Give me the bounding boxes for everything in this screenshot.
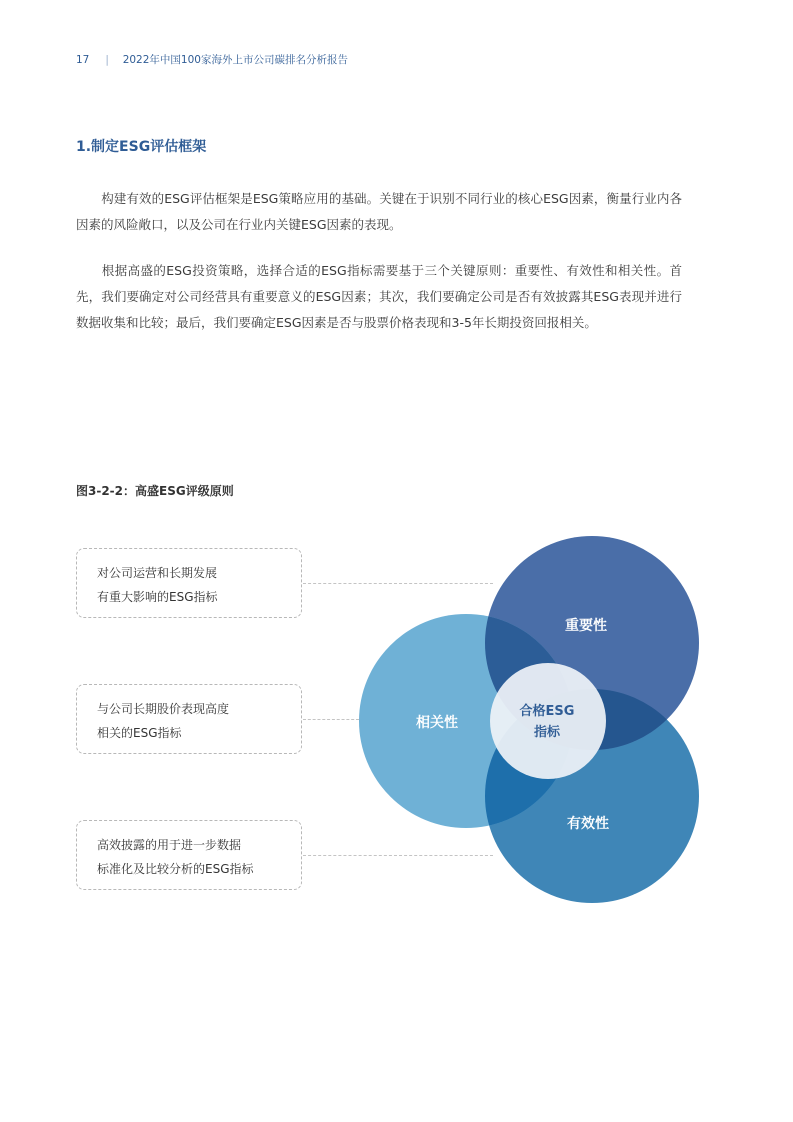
box-text-line: 标准化及比较分析的ESG指标 <box>97 862 254 876</box>
label-effectiveness: 有效性 <box>567 816 609 832</box>
principle-box-effectiveness <box>76 820 302 890</box>
principle-box-importance <box>76 548 302 618</box>
label-importance: 重要性 <box>565 618 607 634</box>
principle-box-relevance <box>76 684 302 754</box>
section-title: 1.制定ESG评估框架 <box>76 139 207 155</box>
header-separator: | <box>105 54 109 66</box>
report-title: 2022年中国100家海外上市公司碳排名分析报告 <box>122 54 348 66</box>
label-relevance: 相关性 <box>416 715 458 731</box>
paragraph-2: 根据高盛的ESG投资策略，选择合适的ESG指标需要基于三个关键原则：重要性、有效性和相关性。首先，我们要确定对公司经营具有重要意义的ESG因素；其次，我们要确定公司是否有效披露其ESG表现并进行数据收集和比较；最后，我们要确定ESG因素是否与股票价格表现和3-5年长期投资回报相关。 <box>76 263 682 330</box>
box-text-line: 高效披露的用于进一步数据 <box>97 838 242 852</box>
label-qualified-esg <box>507 701 587 743</box>
paragraph-1: 构建有效的ESG评估框架是ESG策略应用的基础。关键在于识别不同行业的核心ESG因素，衡量行业内各因素的风险敞口，以及公司在行业内关键ESG因素的表现。 <box>76 191 682 232</box>
box-text-line: 与公司长期股价表现高度 <box>97 702 230 716</box>
figure-title: 图3-2-2：高盛ESG评级原则 <box>76 484 234 498</box>
box-text-line: 相关的ESG指标 <box>97 726 182 740</box>
center-label-line1: 合格ESG <box>519 704 575 719</box>
box-text-line: 有重大影响的ESG指标 <box>97 590 218 604</box>
page-header <box>76 52 348 67</box>
box-text-line: 对公司运营和长期发展 <box>97 566 218 580</box>
page-number: 17 <box>76 54 90 66</box>
center-label-line2: 指标 <box>533 725 560 740</box>
